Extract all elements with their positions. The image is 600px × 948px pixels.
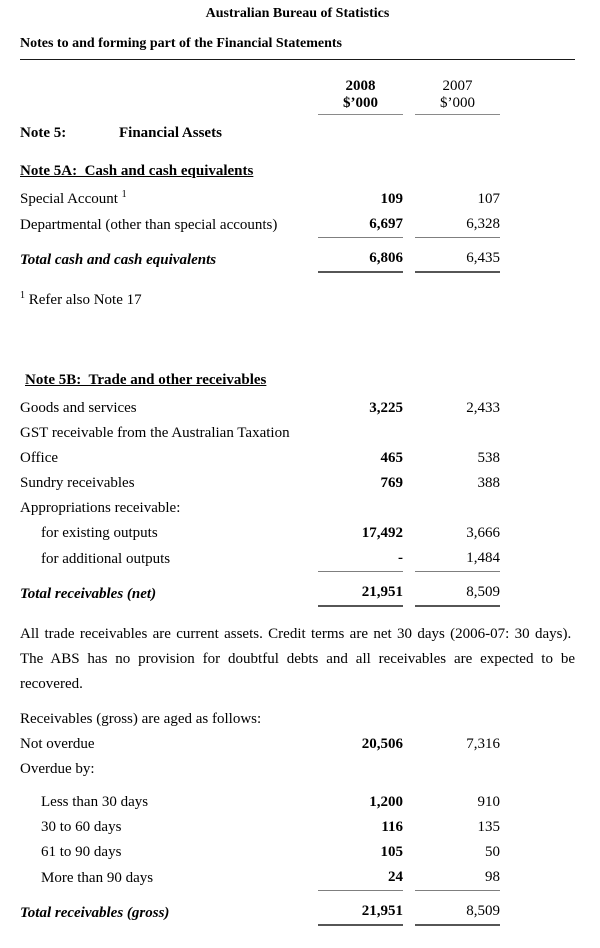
value-2007: 135	[477, 819, 500, 835]
column-unit-2007: $’000	[440, 95, 475, 111]
document-subtitle: Notes to and forming part of the Financial Statements	[20, 36, 575, 60]
value-2007: 388	[477, 475, 500, 491]
table-row-total	[20, 580, 575, 607]
table-row	[20, 732, 575, 757]
row-label-text: Special Account	[20, 191, 118, 207]
row-label: Total receivables (net)	[20, 586, 157, 602]
row-label: Less than 30 days	[41, 794, 149, 810]
aging-intro: Receivables (gross) are aged as follows:	[20, 711, 262, 727]
footnote-text: Refer also Note 17	[28, 292, 142, 308]
row-label: Total receivables (gross)	[20, 905, 170, 921]
table-row	[20, 396, 575, 421]
section-spacer	[20, 313, 575, 355]
value-2008: 24	[318, 865, 403, 891]
value-2007: 8,509	[415, 899, 500, 926]
value-2008: 6,806	[318, 246, 403, 273]
value-2007: 50	[485, 844, 500, 860]
value-2008: 769	[380, 475, 403, 491]
table-row	[20, 496, 575, 521]
footnote-marker: 1	[121, 189, 127, 200]
table-row	[20, 546, 575, 572]
value-2007: 3,666	[466, 525, 500, 541]
value-2007: 6,435	[415, 246, 500, 273]
table-row-total	[20, 899, 575, 926]
value-2007: 910	[477, 794, 500, 810]
row-label: Total cash and cash equivalents	[20, 252, 217, 268]
table-row	[20, 815, 575, 840]
row-label: for additional outputs	[41, 551, 171, 567]
column-year-2008: 2008	[345, 78, 376, 94]
row-label: for existing outputs	[41, 525, 158, 541]
value-2007: 1,484	[415, 546, 500, 572]
column-year-2007: 2007	[442, 78, 473, 94]
column-header-2008	[318, 78, 403, 115]
row-label: Appropriations receivable:	[20, 500, 181, 516]
table-row-total	[20, 246, 575, 273]
table-row	[20, 840, 575, 865]
row-label: More than 90 days	[41, 870, 154, 886]
row-label	[20, 187, 318, 212]
row-label: Sundry receivables	[20, 475, 135, 491]
table-row	[20, 757, 575, 782]
value-2007: 107	[477, 191, 500, 207]
value-2008: 3,225	[369, 400, 403, 416]
row-label: Overdue by:	[20, 761, 95, 777]
table-row	[20, 421, 575, 471]
table-row	[20, 865, 575, 891]
row-label: 30 to 60 days	[41, 819, 122, 835]
note5-title: Financial Assets	[119, 125, 222, 141]
note5-number: Note 5:	[20, 125, 67, 141]
table-row	[20, 212, 575, 238]
footnote	[20, 288, 575, 313]
table-row	[20, 187, 575, 212]
column-unit-2008: $’000	[343, 95, 378, 111]
row-label: Not overdue	[20, 736, 95, 752]
value-2008: -	[318, 546, 403, 572]
value-2007: 538	[477, 450, 500, 466]
value-2008: 105	[380, 844, 403, 860]
note5-heading	[20, 121, 575, 146]
credit-terms-paragraph: All trade receivables are current assets. Credit terms are net 30 days (2006-07: 30 days). The ABS has no provision for doubtful debts and all receivables are expected to be recovered.	[20, 626, 575, 692]
table-row	[20, 521, 575, 546]
value-2008: 465	[380, 450, 403, 466]
column-headers	[20, 78, 575, 115]
value-2008: 1,200	[369, 794, 403, 810]
value-2008: 20,506	[361, 736, 403, 752]
value-2008: 6,697	[318, 212, 403, 238]
row-label: GST receivable from the Australian Taxation Office	[20, 425, 290, 466]
value-2008: 116	[381, 819, 403, 835]
value-2007: 6,328	[415, 212, 500, 238]
value-2007: 8,509	[415, 580, 500, 607]
value-2008: 109	[380, 191, 403, 207]
section-5a-heading: Note 5A: Cash and cash equivalents	[20, 163, 254, 179]
table-row	[20, 790, 575, 815]
row-label: 61 to 90 days	[41, 844, 122, 860]
row-label: Goods and services	[20, 400, 137, 416]
section-5b-heading: Note 5B: Trade and other receivables	[25, 372, 267, 388]
value-2008: 17,492	[361, 525, 403, 541]
value-2008: 21,951	[318, 580, 403, 607]
table-row	[20, 471, 575, 496]
footnote-marker: 1	[20, 290, 25, 301]
value-2007: 98	[415, 865, 500, 891]
column-header-2007	[415, 78, 500, 115]
row-label: Departmental (other than special accounts)	[20, 217, 278, 233]
value-2007: 7,316	[466, 736, 500, 752]
document-title: Australian Bureau of Statistics	[205, 6, 390, 21]
value-2008: 21,951	[318, 899, 403, 926]
value-2007: 2,433	[466, 400, 500, 416]
